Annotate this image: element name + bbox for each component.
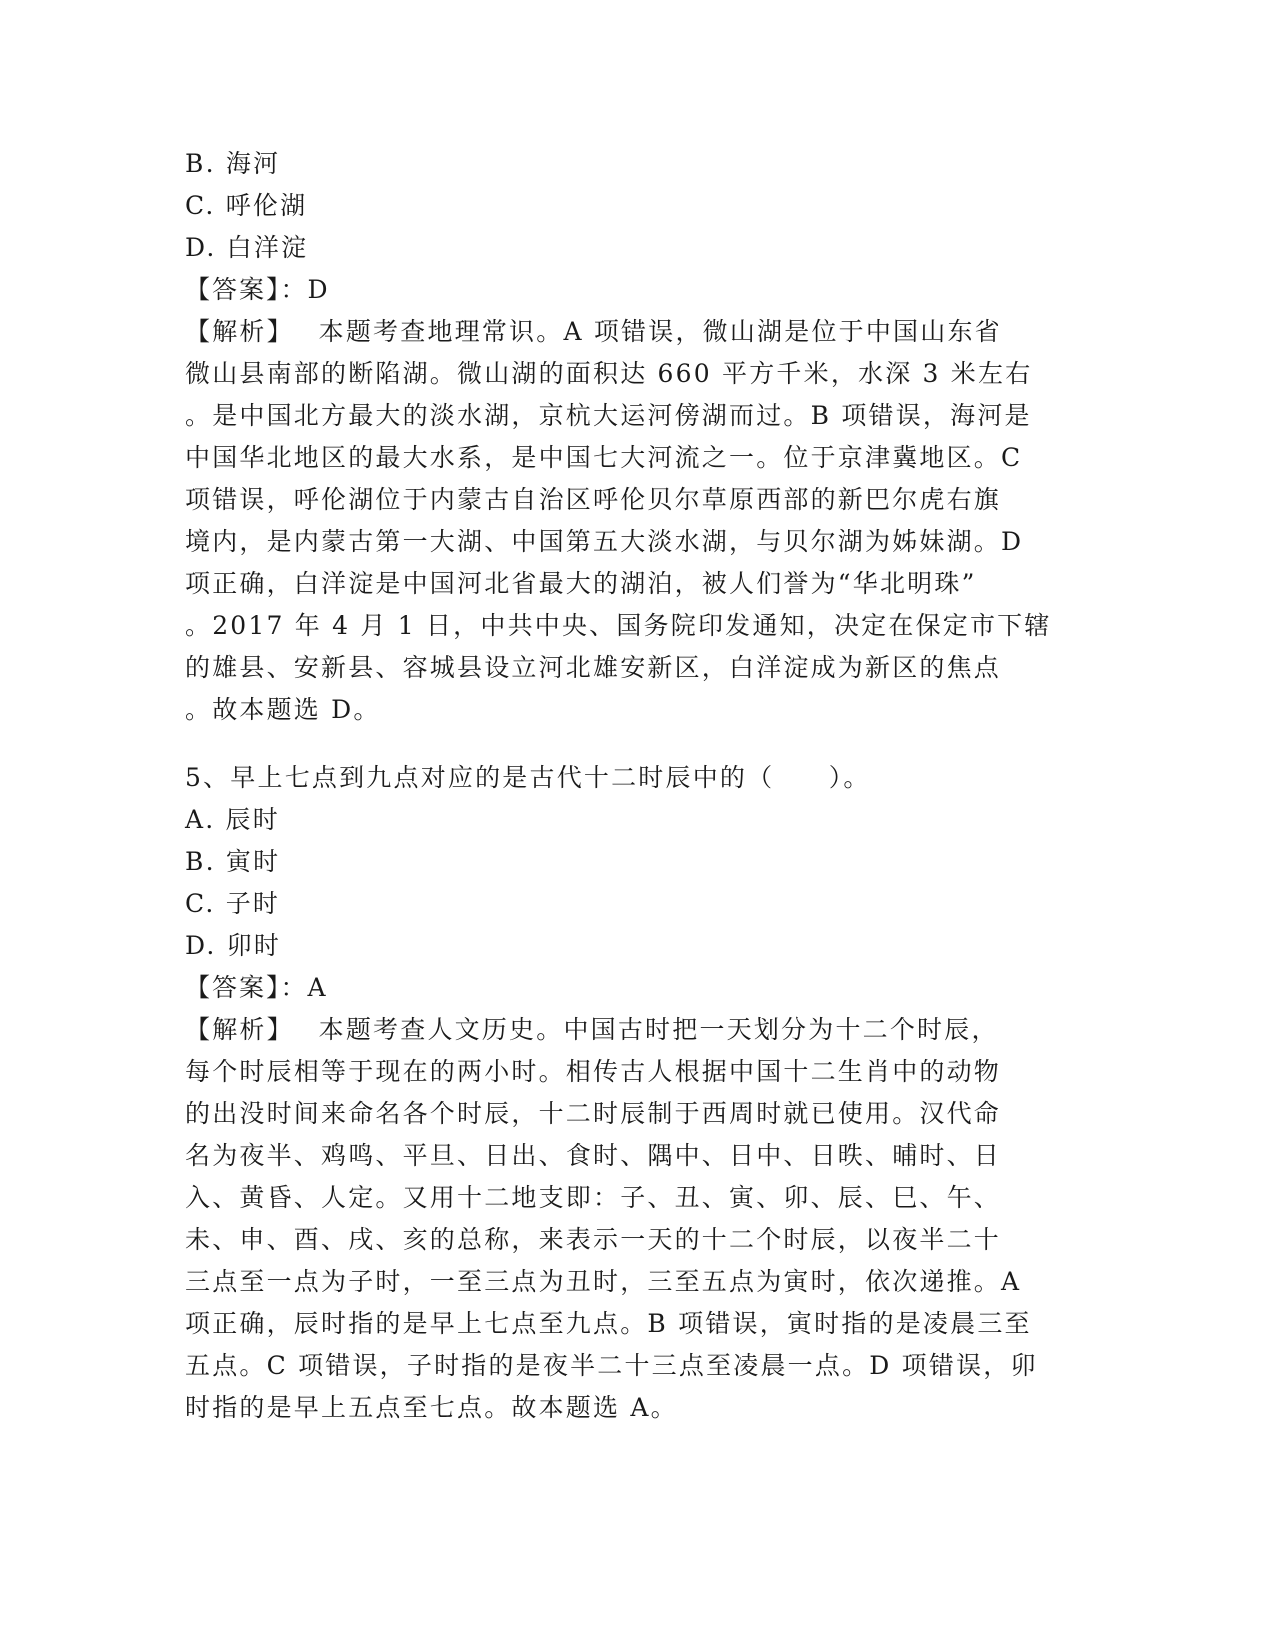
analysis-block [185,1009,1075,1429]
option-c: C. 呼伦湖 [185,191,308,220]
analysis-line: 三点至一点为子时，一至三点为丑时，三至五点为寅时，依次递推。A [185,1267,1022,1296]
analysis-line: 未、申、酉、戌、亥的总称，来表示一天的十二个时辰，以夜半二十 [185,1225,1002,1254]
analysis-line: 。故本题选 D。 [185,695,381,724]
option-d: D. 白洋淀 [185,233,309,262]
analysis-line: 每个时辰相等于现在的两小时。相传古人根据中国十二生肖中的动物 [185,1057,1002,1086]
document-content [185,143,1075,1429]
question-text: 5、早上七点到九点对应的是古代十二时辰中的（ ）。 [185,763,871,792]
option-d: D. 卯时 [185,931,282,960]
analysis-block [185,311,1075,731]
option-b: B. 寅时 [185,847,281,876]
analysis-line: 名为夜半、鸡鸣、平旦、日出、食时、隅中、日中、日昳、晡时、日 [185,1141,1002,1170]
analysis-line: 时指的是早上五点至七点。故本题选 A。 [185,1393,678,1422]
analysis-line: 。是中国北方最大的淡水湖，京杭大运河傍湖而过。B 项错误，海河是 [185,401,1032,430]
question-5-block [185,757,1075,1429]
option-b: B. 海河 [185,149,281,178]
analysis-line: 【解析】 本题考查人文历史。中国古时把一天划分为十二个时辰， [185,1015,999,1044]
analysis-line: 【解析】 本题考查地理常识。A 项错误，微山湖是位于中国山东省 [185,317,1002,346]
analysis-line: 五点。C 项错误，子时指的是夜半二十三点至凌晨一点。D 项错误，卯 [185,1351,1038,1380]
analysis-line: 的雄县、安新县、容城县设立河北雄安新区，白洋淀成为新区的焦点 [185,653,1002,682]
answer-line: 【答案】：A [185,973,328,1002]
analysis-line: 境内，是内蒙古第一大湖、中国第五大淡水湖，与贝尔湖为姊妹湖。D [185,527,1024,556]
question-4-block [185,143,1075,731]
analysis-line: 项正确，白洋淀是中国河北省最大的湖泊，被人们誉为“华北明珠” [185,569,977,598]
analysis-line: 入、黄昏、人定。又用十二地支即：子、丑、寅、卯、辰、巳、午、 [185,1183,1002,1212]
answer-line: 【答案】：D [185,275,330,304]
analysis-line: 。2017 年 4 月 1 日，中共中央、国务院印发通知，决定在保定市下辖 [185,611,1052,640]
analysis-line: 项正确，辰时指的是早上七点至九点。B 项错误，寅时指的是凌晨三至 [185,1309,1032,1338]
analysis-line: 微山县南部的断陷湖。微山湖的面积达 660 平方千米，水深 3 米左右 [185,359,1033,388]
option-a: A. 辰时 [185,805,280,834]
analysis-line: 项错误，呼伦湖位于内蒙古自治区呼伦贝尔草原西部的新巴尔虎右旗 [185,485,1002,514]
analysis-line: 的出没时间来命名各个时辰，十二时辰制于西周时就已使用。汉代命 [185,1099,1002,1128]
option-c: C. 子时 [185,889,281,918]
paragraph-gap [185,731,1075,757]
analysis-line: 中国华北地区的最大水系，是中国七大河流之一。位于京津冀地区。C [185,443,1023,472]
